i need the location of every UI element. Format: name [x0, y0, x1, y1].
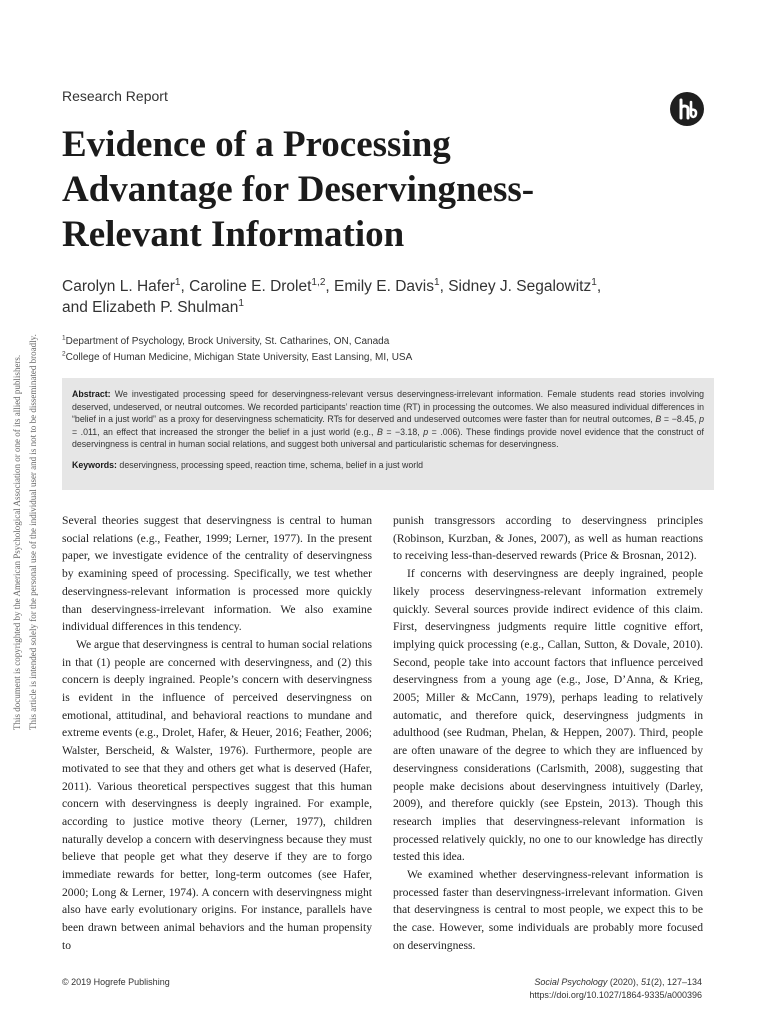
- copyright-sidebar-notice: [12, 280, 52, 730]
- keywords-paragraph: [72, 459, 704, 472]
- sidebar-notice-line2: This article is intended solely for the personal use of the individual user and is not to be disseminated broadly.: [28, 334, 38, 730]
- author-affiliation-sup: 1,2: [311, 276, 326, 288]
- affiliation-sup: 1: [62, 334, 66, 342]
- hogrefe-logo-icon: [670, 92, 704, 126]
- author-name: Sidney J. Segalowitz: [448, 278, 592, 295]
- affiliation-text: College of Human Medicine, Michigan State University, East Lansing, MI, USA: [65, 352, 413, 363]
- title-line: Advantage for Deservingness-: [62, 169, 535, 210]
- footer-doi-link[interactable]: https://doi.org/10.1027/1864-9335/a000396: [529, 990, 702, 1000]
- body-paragraph: We argue that deservingness is central to human social relations in that (1) people are concerned with deservingness, and (2) this concern is deeply ingrained. People’s concern with deservingness is evident in the influence of perceived deservingness on emotional, attitudinal, and behavioral reactions to mundane and extreme events (e.g., Drolet, Hafer, & Heuer, 2016; Feather, 2006; Walster, Berscheid, & Walster, 1976). Furthermore, people are motivated to see that they and others get what is deserved (Hafer, 2011). Various theoretical perspectives suggest that this human concern with deservingness is deeply ingrained. For example, according to justice motive theory (Lerner, 1977), children naturally develop a concern with deservingness because they must believe that people get what they deserve if they are to forgo immediate rewards for better, long-term outcomes (see Hafer, 2000; Long & Lerner, 1974). A concern with deservingness might also have early evolutionary origins. For instance, parallels have been drawn between animal behaviors and the human propensity to: [62, 637, 373, 952]
- author-separator: ,: [439, 278, 449, 295]
- author-affiliation-sup: 1: [433, 276, 440, 288]
- stat-symbol: B: [376, 426, 383, 437]
- title-line: Evidence of a Processing: [62, 124, 451, 165]
- article-title: [62, 122, 682, 257]
- author-name: Carolyn L. Hafer: [62, 278, 175, 295]
- title-line: Relevant Information: [62, 214, 405, 255]
- author-affiliation-sup: 1: [238, 297, 244, 309]
- stat-symbol: p: [699, 414, 704, 425]
- abstract-label: Abstract:: [72, 389, 111, 399]
- journal-name: Social Psychology: [534, 977, 608, 987]
- affiliation-list: [62, 334, 702, 366]
- section-label: Research Report: [62, 88, 168, 104]
- footer-citation: [480, 977, 702, 987]
- abstract-text: = .006). These findings provide novel evidence that the construct of deservingness is central in human social relations, and suggest both universal and particularistic schemas for deservingness.: [72, 426, 704, 450]
- author-list: [62, 276, 702, 318]
- body-column-left: [62, 512, 372, 955]
- affiliation-sup: 2: [62, 350, 66, 358]
- body-paragraph: Several theories suggest that deservingness is central to human social relations (e.g., Feather, 1999; Lerner, 1977). In the present paper, we investigate evidence of the centrality of deservingness by examining speed of processing. Specifically, we test whether deservingness-relevant information is processed more quickly than deservingness-irrelevant information. We also examine individual differences in this tendency.: [62, 514, 372, 634]
- keywords-label: Keywords:: [72, 459, 117, 470]
- abstract-paragraph: [72, 388, 704, 451]
- affiliation-item: [62, 350, 702, 366]
- abstract-text: = .011, an effect that increased the stronger the belief in a just world (e.g.,: [72, 426, 377, 437]
- author-name: and Elizabeth P. Shulman: [62, 299, 239, 316]
- body-paragraph: We examined whether deservingness-relevant information is processed faster than deservingness-irrelevant information. Given that deservingness is central to most people, we expect this to be the case. However, some individuals are probably more focused on deservingness.: [393, 868, 703, 952]
- author-affiliation-sup: 1: [591, 276, 597, 288]
- body-paragraph: If concerns with deservingness are deeply ingrained, people likely process deservingness-relevant information extremely quickly. Several sources provide indirect evidence of this claim. First, deservingness judgments require little cognitive effort, implying quick processing (e.g., Callan, Sutton, & Dovale, 2010). Second, people take into account factors that influence perceived deservingness from a young age (e.g., Jose, D’Anna, & Krieg, 2005; Miller & McCann, 1979), perhaps leading to relatively automatic, and therefore quick, deservingness judgments in adulthood (see Rudman, Phelan, & Heppen, 2007). Third, people are often unaware of the degree to which they are influenced by deservingness considerations (Carlsmith, 2008), suggesting that people make decisions about deservingness intuitively (Darley, 2009), and therefore quickly (see Epstein, 2013). Though this research implies that deservingness-relevant information is processed relatively quickly, no one to our knowledge has directly tested this idea.: [393, 567, 703, 864]
- author-separator: ,: [596, 278, 602, 295]
- footer-copyright: © 2019 Hogrefe Publishing: [62, 977, 170, 987]
- author-affiliation-sup: 1: [174, 276, 181, 288]
- citation-text: (2020),: [607, 977, 641, 987]
- author-name: Caroline E. Drolet: [189, 278, 312, 295]
- citation-issue-pages: (2), 127–134: [650, 977, 702, 987]
- abstract-text: = −3.18,: [382, 426, 424, 437]
- abstract-box: [62, 378, 714, 490]
- body-paragraph: punish transgressors according to deservingness principles (Robinson, Kurzban, & Jones, 2007), as well as human reactions to receiving less-than-deserved rewards (Price & Brosnan, 2012).: [393, 514, 703, 563]
- affiliation-item: [62, 334, 702, 350]
- abstract-text: = −8.45,: [661, 414, 700, 425]
- author-name: Emily E. Davis: [334, 278, 434, 295]
- stat-symbol: p: [423, 426, 429, 437]
- author-separator: ,: [325, 278, 335, 295]
- stat-symbol: B: [655, 414, 662, 425]
- sidebar-notice-line1: This document is copyrighted by the American Psychological Association or one of its allied publishers.: [12, 354, 22, 730]
- abstract-text: We investigated processing speed for deservingness-relevant versus deservingness-irrelevant information. Female students read stories involving deserved, undeserved, or neutral outcomes. We recorded participants’ reaction time (RT) in processing the outcomes. We also measured individual differences in “belief in a just world” as a proxy for deservingness schematicity. RTs for deserved and undeserved outcomes were faster than for neutral outcomes,: [72, 389, 704, 425]
- keywords-text: deservingness, processing speed, reaction time, schema, belief in a just world: [116, 459, 424, 470]
- journal-volume: 51: [640, 977, 651, 987]
- author-separator: ,: [180, 278, 190, 295]
- affiliation-text: Department of Psychology, Brock University, St. Catharines, ON, Canada: [65, 336, 390, 347]
- body-column-right: [393, 512, 703, 955]
